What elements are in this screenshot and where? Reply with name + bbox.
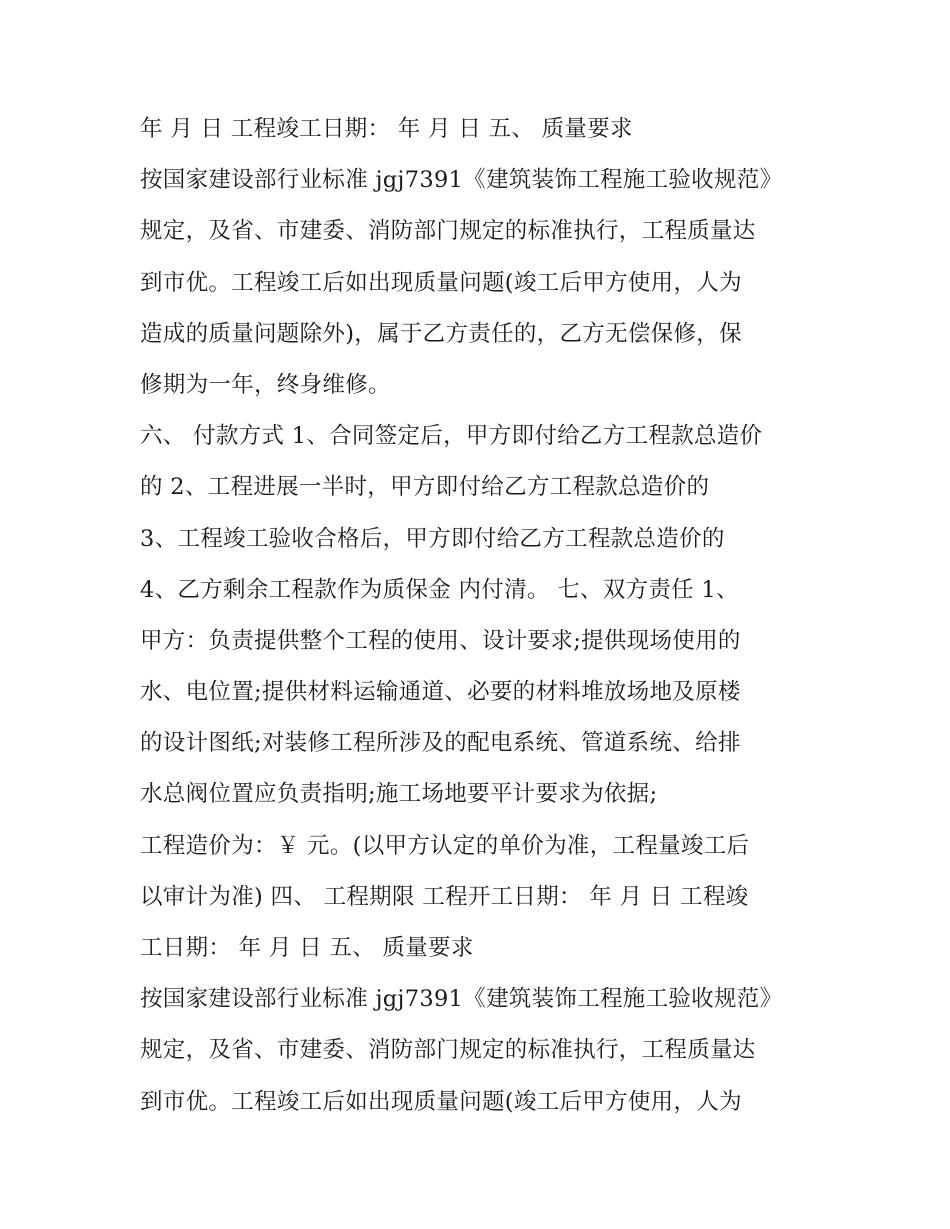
text-line: 规定，及省、市建委、消防部门规定的标准执行，工程质量达 — [140, 218, 756, 245]
text-line: 规定，及省、市建委、消防部门规定的标准执行，工程质量达 — [140, 1037, 756, 1064]
text-line: 以审计为准) 四、 工程期限 工程开工日期： 年 月 日 工程竣 — [140, 883, 749, 910]
text-line: 按国家建设部行业标准 jgj7391《建筑装饰工程施工验收规范》 — [140, 167, 783, 194]
text-line: 的 2、工程进展一半时，甲方即付给乙方工程款总造价的 — [140, 474, 710, 501]
text-line: 的设计图纸;对装修工程所涉及的配电系统、管道系统、给排 — [140, 730, 741, 757]
text-line: 到市优。工程竣工后如出现质量问题(竣工后甲方使用，人为 — [140, 269, 742, 296]
text-line: 3、工程竣工验收合格后，甲方即付给乙方工程款总造价的 — [140, 525, 725, 552]
text-line: 六、 付款方式 1、合同签定后，甲方即付给乙方工程款总造价 — [140, 423, 763, 450]
text-line: 水总阀位置应负责指明;施工场地要平计要求为依据; — [140, 781, 658, 808]
text-line: 4、乙方剩余工程款作为质保金 内付清。 七、双方责任 1、 — [140, 576, 739, 603]
text-line: 按国家建设部行业标准 jgj7391《建筑装饰工程施工验收规范》 — [140, 986, 783, 1013]
text-line: 水、电位置;提供材料运输通道、必要的材料堆放场地及原楼 — [140, 679, 741, 706]
text-line: 工日期： 年 月 日 五、 质量要求 — [140, 935, 474, 961]
text-line: 修期为一年，终身维修。 — [140, 371, 391, 398]
text-line: 造成的质量问题除外)，属于乙方责任的，乙方无偿保修，保 — [140, 320, 742, 347]
text-line: 甲方：负责提供整个工程的使用、设计要求;提供现场使用的 — [140, 627, 741, 654]
text-line: 到市优。工程竣工后如出现质量问题(竣工后甲方使用，人为 — [140, 1088, 742, 1115]
text-line: 工程造价为：￥ 元。(以甲方认定的单价为准，工程量竣工后 — [140, 832, 750, 859]
text-line: 年 月 日 工程竣工日期： 年 月 日 五、 质量要求 — [140, 116, 633, 142]
contract-text — [140, 108, 840, 1132]
